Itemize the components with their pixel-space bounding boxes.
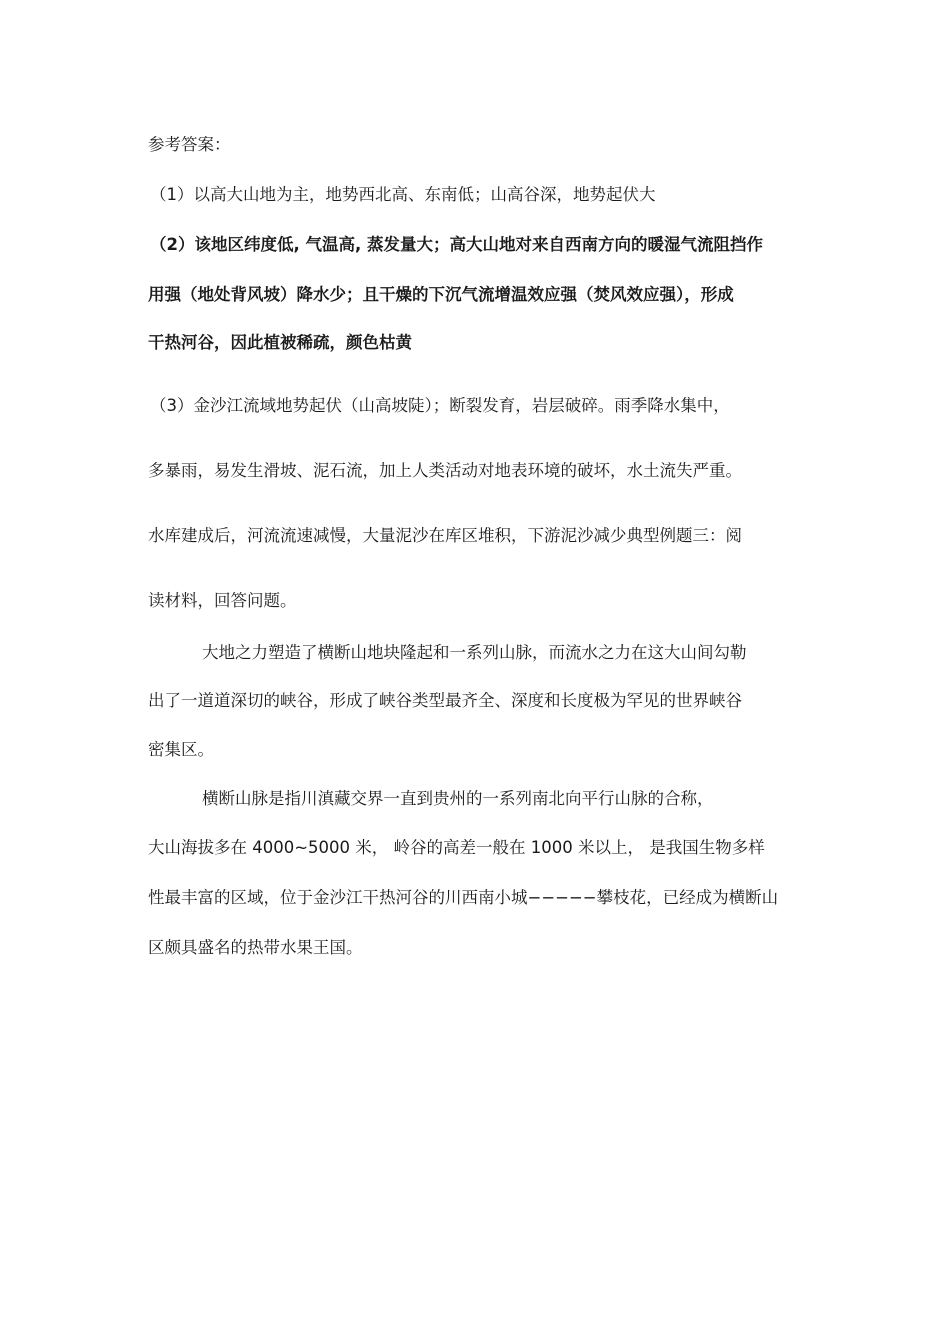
material-paragraph-1-line-3: 密集区。 [148,740,214,759]
material-paragraph-1-line-1: 大地之力塑造了横断山地块隆起和一系列山脉，而流水之力在这大山间勾勒 [202,643,747,662]
answer-3-line-4: 读材料，回答问题。 [148,591,297,610]
answer-3-line-3: 水库建成后，河流流速减慢，大量泥沙在库区堆积，下游泥沙减少典型例题三：阅 [148,526,742,545]
material-paragraph-2-line-3: 性最丰富的区域，位于金沙江干热河谷的川西南小城−−−−−攀枝花，已经成为横断山 [148,888,779,907]
material-paragraph-2-line-4: 区颇具盛名的热带水果王国。 [148,938,363,957]
material-paragraph-1-line-2: 出了一道道深切的峡谷，形成了峡谷类型最齐全、深度和长度极为罕见的世界峡谷 [148,691,742,710]
answer-3-line-1: （3）金沙江流域地势起伏（山高坡陡）；断裂发育，岩层破碎。雨季降水集中， [150,396,730,415]
answer-heading: 参考答案： [148,135,231,154]
material-paragraph-2-line-2: 大山海拔多在 4000~5000 米， 岭谷的高差一般在 1000 米以上， 是我国生物多样 [148,838,765,857]
answer-2-line-3: 干热河谷，因此植被稀疏，颜色枯黄 [148,333,412,352]
answer-2-line-2: 用强（地处背风坡）降水少；且干燥的下沉气流增温效应强（焚风效应强），形成 [148,285,734,304]
answer-1: （1）以高大山地为主，地势西北高、东南低；山高谷深，地势起伏大 [150,185,656,204]
answer-3-line-2: 多暴雨，易发生滑坡、泥石流，加上人类活动对地表环境的破坏，水土流失严重。 [148,461,742,480]
answer-2-line-1: （2）该地区纬度低, 气温高, 蒸发量大；高大山地对来自西南方向的暖湿气流阻挡作 [150,235,764,254]
material-paragraph-2-line-1: 横断山脉是指川滇藏交界一直到贵州的一系列南北向平行山脉的合称， [202,789,714,808]
